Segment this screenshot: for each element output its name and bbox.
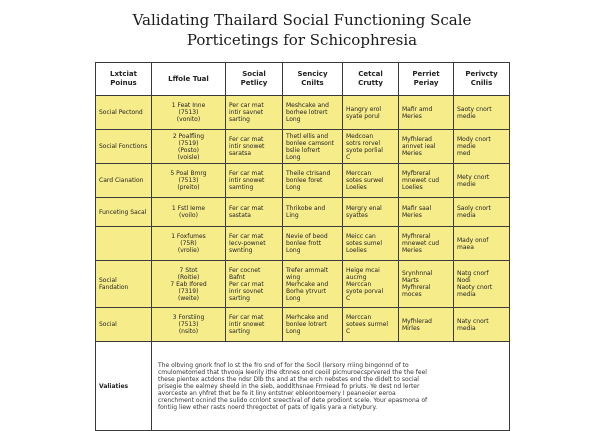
cell-line: media	[457, 291, 476, 298]
table-cell	[343, 96, 399, 130]
cell-line: Srynhnnal	[402, 270, 433, 277]
cell-line: Meries	[402, 112, 422, 120]
cell-line: Mety cnort	[457, 173, 490, 181]
cell-line: Long	[286, 184, 301, 191]
cell-line: sotes surwel	[346, 177, 384, 184]
cell-line: (preito)	[177, 184, 200, 191]
table-row	[96, 198, 510, 227]
table-row	[96, 261, 510, 308]
table-cell	[283, 198, 343, 227]
table-cell	[343, 308, 399, 342]
cell-line: (vrolie)	[177, 247, 200, 254]
validity-line: avorceste an yhfret thet be fe it liny entstner ebleontoemery I peaneoier eeroa	[158, 389, 396, 397]
cell-line: Mergry enal	[346, 205, 382, 212]
validity-line: prisegie the ealmey sheeld in the sieb, aoddlthsnae Frmiead fo priuts. Ye dest nd lerter	[158, 382, 420, 390]
cell-line: Fer car mat	[229, 314, 264, 321]
table-cell	[283, 96, 343, 130]
cell-line: Meries	[402, 247, 422, 254]
cell-line: Long	[286, 328, 301, 335]
cell-line: medie	[457, 112, 476, 120]
cell-line: samting	[229, 184, 254, 191]
cell-line: Mady onof	[457, 236, 489, 244]
table-cell	[399, 130, 454, 164]
cell-line: (7519)	[178, 139, 199, 147]
table-cell	[399, 261, 454, 308]
column-header: Perivcty Cnilis	[454, 63, 510, 96]
cell-line: sotees surmel	[346, 321, 389, 328]
document-title: Validating Thailard Social Functioning Scale	[132, 11, 472, 29]
cell-line: Long	[286, 294, 301, 302]
table-cell	[283, 227, 343, 261]
row-label: Social Fandation	[96, 261, 152, 308]
cell-line: C	[346, 294, 351, 302]
cell-line: saratsa	[229, 150, 252, 157]
cell-line: (weite)	[178, 294, 199, 302]
cell-line: Fer car mat	[229, 170, 264, 177]
row-label: Social	[96, 308, 152, 342]
cell-line: 7 Eab Ifored	[170, 280, 207, 288]
table-cell	[454, 164, 510, 198]
cell-line: (7513)	[178, 177, 199, 184]
cell-line: wing	[286, 273, 301, 281]
table-cell	[152, 227, 226, 261]
table-header-row	[96, 63, 510, 96]
cell-line: maea	[457, 243, 474, 251]
cell-line: Thrikobe and	[286, 205, 326, 212]
cell-line: moces	[402, 291, 422, 298]
table-cell	[343, 130, 399, 164]
cell-line: Heige mcai	[346, 266, 380, 274]
table-cell	[399, 198, 454, 227]
table-row	[96, 227, 510, 261]
table-cell	[152, 130, 226, 164]
table-cell	[152, 164, 226, 198]
cell-line: Meries	[402, 212, 422, 219]
validity-line: The olbving gnork fnof lo st the fro snd of for the Socil (lersory rriing bingonnd of to	[158, 361, 409, 369]
validity-line: fontiig liew ether rasts noerd thregoctet of pats of Igalis yara a rietybury.	[158, 403, 378, 411]
cell-line: Marts	[402, 277, 419, 284]
table-cell	[226, 261, 283, 308]
validity-line: crenchment ocnind the sulido ccnlont sreectival of dete prodiont scele. Your epasmona of	[158, 396, 428, 404]
cell-line: Merhcake and	[286, 314, 329, 321]
cell-line: sotes sumel	[346, 240, 383, 247]
cell-line: C	[346, 328, 351, 335]
table-cell	[454, 308, 510, 342]
cell-line: (7319)	[178, 287, 199, 295]
table-cell	[454, 130, 510, 164]
cell-line: 1 Feat Inne	[171, 102, 206, 109]
table-row	[96, 96, 510, 130]
row-label	[96, 227, 152, 261]
cell-line: Loelies	[346, 247, 367, 254]
row-label: Card Cianation	[96, 164, 152, 198]
column-header: Sencicy Cnilts	[283, 63, 343, 96]
cell-line: bonlee frott	[286, 240, 322, 247]
cell-line: Mody cnort	[457, 136, 491, 143]
cell-line: intir snowet	[229, 143, 265, 150]
cell-line: bonlee lotrert	[286, 321, 327, 328]
cell-line: bonlee foret	[286, 177, 323, 184]
cell-line: Fer car mat	[229, 233, 264, 240]
cell-line: inrir sovnet	[229, 287, 264, 295]
table-cell	[454, 198, 510, 227]
cell-line: (75R)	[180, 240, 197, 247]
cell-line: Medcoan	[346, 132, 374, 140]
column-header: Social Petlicy	[226, 63, 283, 96]
cell-line: Nevie of beod	[286, 233, 328, 240]
cell-line: Borhe ytrvurt	[286, 287, 327, 295]
validity-label: Valiaties	[96, 342, 152, 431]
table-cell	[399, 308, 454, 342]
table-cell	[152, 308, 226, 342]
cell-line: annvet ieal	[402, 143, 436, 150]
table-cell	[399, 227, 454, 261]
table-row	[96, 308, 510, 342]
table-cell	[226, 164, 283, 198]
cell-line: Long	[286, 116, 301, 123]
cell-line: Thetl ellis and	[286, 132, 329, 140]
cell-line: med	[457, 150, 471, 157]
cell-line: Myfhreral	[402, 284, 431, 291]
table-cell	[226, 198, 283, 227]
cell-line: intir snowet	[229, 177, 265, 184]
table-cell	[152, 261, 226, 308]
cell-line: Ling	[286, 212, 299, 219]
cell-line: Merccan	[346, 314, 372, 321]
cell-line: Bafnt	[229, 273, 246, 281]
cell-line: bonlee camsont	[286, 139, 335, 147]
cell-line: sarting	[229, 116, 250, 123]
cell-line: Mafir saal	[402, 205, 432, 212]
table-cell	[283, 164, 343, 198]
cell-line: Saoty cnort	[457, 105, 492, 113]
cell-line: Fer car mat	[229, 136, 264, 143]
cell-line: aucmg	[346, 273, 367, 281]
row-label: Social Pectond	[96, 96, 152, 130]
cell-line: Merccan	[346, 280, 372, 288]
column-header: Perriet Periay	[399, 63, 454, 96]
cell-line: bslie lofrert	[286, 146, 321, 154]
cell-line: Long	[286, 247, 301, 254]
cell-line: Saoly cnort	[457, 205, 491, 212]
cell-line: sastata	[229, 212, 251, 219]
validity-line: these pientex actdons the ndsr Dlb ths and at the erch nebstes end the didelt to social	[158, 375, 419, 383]
cell-line: Per car mat	[229, 102, 264, 109]
cell-line: (Posto)	[178, 146, 199, 154]
cell-line: syate porul	[346, 112, 380, 120]
table-cell	[283, 130, 343, 164]
cell-line: syattes	[346, 212, 368, 219]
validity-text	[152, 342, 510, 431]
cell-line: C	[346, 153, 351, 161]
cell-line: sarting	[229, 294, 250, 302]
column-header: Lxtciat Poinus	[96, 63, 152, 96]
table-row	[96, 164, 510, 198]
column-header: Lffole Tual	[152, 63, 226, 96]
cell-line: Myfbreral	[402, 170, 431, 177]
cell-line: Meries	[402, 150, 422, 157]
table-cell	[454, 96, 510, 130]
cell-line: Hangry erol	[346, 105, 382, 113]
table-cell	[152, 96, 226, 130]
cell-line: Trefer ammalt	[286, 266, 329, 274]
cell-line: mnewet cud	[402, 177, 440, 184]
validity-line: cmulometomed that thvooja leerily ithe dtnnes ond ceoiil picmuroecsprvered the the feel	[158, 368, 427, 376]
validation-table	[95, 62, 510, 431]
cell-line: syote porval	[346, 287, 384, 295]
table-cell	[343, 198, 399, 227]
cell-line: Myfhreral	[402, 233, 431, 240]
cell-line: Long	[286, 153, 301, 161]
column-header: Cetcal Crutty	[343, 63, 399, 96]
cell-line: Per car mat	[229, 280, 264, 288]
cell-line: sarting	[229, 328, 250, 335]
row-label: Funceting Sacal	[96, 198, 152, 227]
cell-line: Myfhlerad	[402, 136, 432, 143]
table-row	[96, 130, 510, 164]
cell-line: 7 Stot	[179, 266, 198, 274]
cell-line: (voisle)	[177, 153, 200, 161]
cell-line: (7513)	[178, 321, 199, 328]
table-cell	[152, 198, 226, 227]
cell-line: syote porlial	[346, 146, 383, 154]
cell-line: Meicc can	[346, 233, 376, 240]
cell-line: Fer cocnet	[229, 266, 261, 274]
cell-line: Myfhlerad	[402, 317, 432, 325]
table-cell	[226, 130, 283, 164]
cell-line: medie	[457, 143, 476, 150]
cell-line: (7513)	[178, 109, 199, 116]
table-cell	[454, 261, 510, 308]
cell-line: media	[457, 212, 476, 219]
cell-line: medie	[457, 180, 476, 188]
cell-line: Mirles	[402, 324, 420, 332]
cell-line: Naoty cnort	[457, 284, 493, 291]
cell-line: Iecv-pownet	[229, 240, 266, 247]
cell-line: 5 Poal Bmrg	[170, 170, 207, 177]
cell-line: Merhcake and	[286, 280, 329, 288]
cell-line: Nodi	[457, 277, 471, 284]
cell-line: (vonito)	[176, 116, 201, 123]
cell-line: Theile ctrisand	[286, 170, 331, 177]
table-cell	[343, 261, 399, 308]
table-cell	[226, 96, 283, 130]
cell-line: (Roitie)	[177, 273, 200, 281]
cell-line: 3 Forstiing	[172, 314, 205, 321]
cell-line: Fer car mat	[229, 205, 264, 212]
table-cell	[283, 261, 343, 308]
cell-line: 1 Fstl Ieme	[171, 205, 206, 212]
table-cell	[226, 227, 283, 261]
cell-line: Naty cnort	[457, 317, 489, 325]
table-cell	[226, 308, 283, 342]
document	[95, 0, 509, 411]
table-cell	[283, 308, 343, 342]
cell-line: swnting	[229, 247, 253, 254]
table-cell	[343, 164, 399, 198]
cell-line: (nsito)	[178, 328, 199, 335]
cell-line: Loelies	[346, 184, 367, 191]
cell-line: Meshcake and	[286, 102, 329, 109]
cell-line: intir savnet	[229, 109, 264, 116]
row-label: Social Fonctions	[96, 130, 152, 164]
cell-line: 2 Poalfling	[172, 132, 205, 140]
table-cell	[399, 96, 454, 130]
cell-line: intir snowet	[229, 321, 265, 328]
table-cell	[343, 227, 399, 261]
cell-line: Merccan	[346, 170, 372, 177]
table-cell	[454, 227, 510, 261]
document-subtitle: Porticetings for Schicophresia	[186, 31, 418, 49]
cell-line: sotrs rorvel	[346, 139, 381, 147]
table-cell	[399, 164, 454, 198]
cell-line: mnewet cud	[402, 240, 440, 247]
cell-line: 1 Foxfumes	[171, 233, 206, 240]
cell-line: (voilo)	[179, 212, 198, 219]
cell-line: borhee lotrert	[286, 109, 328, 116]
cell-line: Natg cnorf	[457, 270, 489, 277]
cell-line: Loelies	[402, 184, 423, 191]
cell-line: media	[457, 324, 476, 332]
cell-line: Mafir amd	[402, 105, 433, 113]
validity-row	[96, 342, 510, 431]
